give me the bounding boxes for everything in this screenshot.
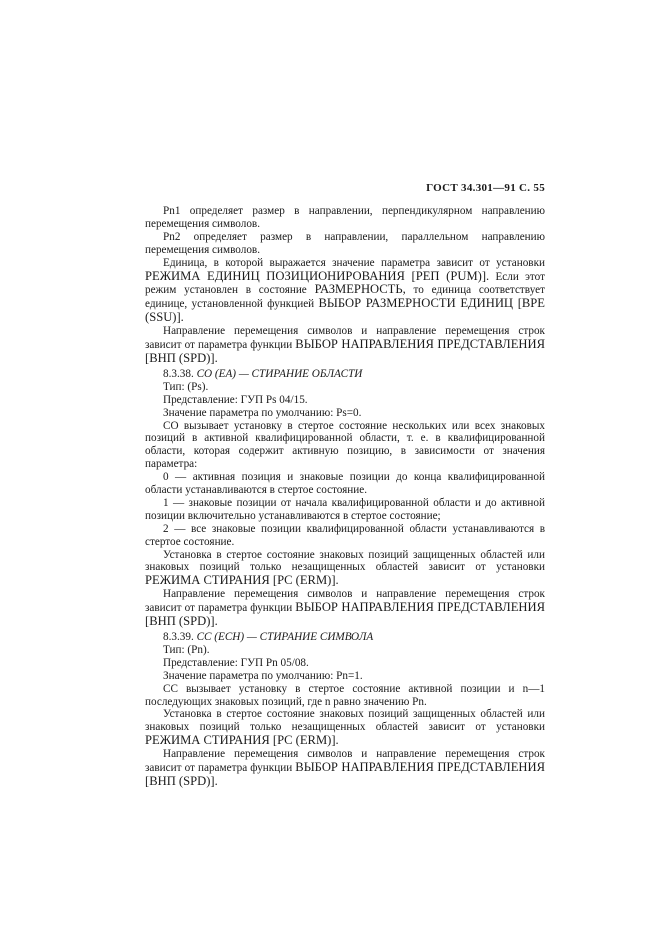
section-direction-text: Направление перемещения символов и направление перемещения строк зависит от параметра функции — [145, 588, 545, 615]
direction-text: Направление перемещения символов и направление перемещения строк зависит от параметра функции — [145, 325, 545, 352]
section-title-8-3-38 — [145, 368, 545, 381]
units-text-3: то единица соответствует единице, установленной функцией — [145, 284, 546, 311]
section-description: СО вызывает установку в стертое состояние нескольких или всех знаковых позиций в активной квалифицированной области, т. е. в квалифицированной области, которая содержит активную позицию, в зависимости от значения параметра: — [145, 419, 545, 471]
units-text-2: Если этот режим установлен в состояние — [145, 270, 545, 297]
section-heading: СО (ЕА) — СТИРАНИЕ ОБЛАСТИ — [196, 367, 363, 380]
units-dimension-ref: РАЗМЕРНОСТЬ, — [314, 282, 406, 297]
section-direction — [145, 588, 545, 629]
paragraph-direction — [145, 325, 545, 366]
section-heading: СС (ЕСН) — СТИРАНИЕ СИМВОЛА — [196, 631, 374, 643]
document-body — [145, 205, 545, 789]
section-number: 8.3.39. — [163, 631, 194, 643]
units-ssu-ref: ВЫБОР РАЗМЕРНОСТИ ЕДИНИЦ [ВРЕ (SSU)]. — [145, 296, 545, 325]
section-direction-spd-ref: ВЫБОР НАПРАВЛЕНИЯ ПРЕДСТАВЛЕНИЯ [ВНП (SPD)]. — [145, 600, 546, 629]
option-0: 0 — активная позиция и знаковые позиции до конца квалифицированной области устанавливаются в стертое состояние. — [145, 471, 545, 497]
note-text: Установка в стертое состояние знаковых позиций защищенных областей или знаковых позиций только незащищенных областей зависит от установки — [145, 708, 545, 734]
note-text: Установка в стертое состояние знаковых позиций защищенных областей или знаковых позиций только незащищенных областей зависит от установки — [145, 548, 545, 574]
section-direction — [145, 748, 545, 789]
section-note — [145, 549, 545, 589]
units-text-1: Единица, в которой выражается значение параметра зависит от установки — [163, 256, 545, 269]
section-note — [145, 708, 545, 748]
direction-spd-ref: ВЫБОР НАПРАВЛЕНИЯ ПРЕДСТАВЛЕНИЯ [ВНП (SPD)]. — [145, 337, 546, 365]
option-1: 1 — знаковые позиции от начала квалифицированной области и до активной позиции включительно устанавливаются в стертое состояние; — [145, 496, 545, 522]
section-default: Значение параметра по умолчанию: Pn=1. — [163, 669, 363, 682]
section-direction-spd-ref: ВЫБОР НАПРАВЛЕНИЯ ПРЕДСТАВЛЕНИЯ [ВНП (SPD)]. — [145, 760, 546, 788]
paragraph-pn2: Pn2 определяет размер в направлении, параллельном направлению перемещения символов. — [145, 230, 545, 256]
section-representation: Представление: ГУП Pn 05/08. — [163, 656, 309, 669]
section-description: СС вызывает установку в стертое состояние активной позиции и n—1 последующих знаковых позиций, где n равно значению Pn. — [145, 682, 545, 708]
section-title-8-3-39 — [145, 631, 545, 644]
paragraph-units — [145, 257, 545, 326]
option-2: 2 — все знаковые позиции квалифицированной области устанавливаются в стертое состояние. — [145, 522, 545, 548]
note-erm-ref: РЕЖИМА СТИРАНИЯ [PC (ERM)]. — [145, 733, 339, 748]
section-direction-text: Направление перемещения символов и направление перемещения строк зависит от параметра функции — [145, 748, 545, 775]
section-number: 8.3.38. — [163, 367, 194, 380]
note-erm-ref: РЕЖИМА СТИРАНИЯ [PC (ERM)]. — [145, 573, 339, 588]
paragraph-pn1: Pn1 определяет размер в направлении, перпендикулярном направлению перемещения символов. — [145, 205, 545, 230]
units-mode-ref: РЕЖИМА ЕДИНИЦ ПОЗИЦИОНИРОВАНИЯ [РЕП (PUM)]. — [145, 268, 490, 283]
page-header: ГОСТ 34.301—91 С. 55 — [426, 182, 545, 194]
section-type: Тип: (Pn). — [163, 643, 210, 656]
section-representation: Представление: ГУП Ps 04/15. — [163, 393, 308, 406]
section-type: Тип: (Ps). — [163, 380, 209, 393]
section-default: Значение параметра по умолчанию: Ps=0. — [163, 406, 362, 419]
